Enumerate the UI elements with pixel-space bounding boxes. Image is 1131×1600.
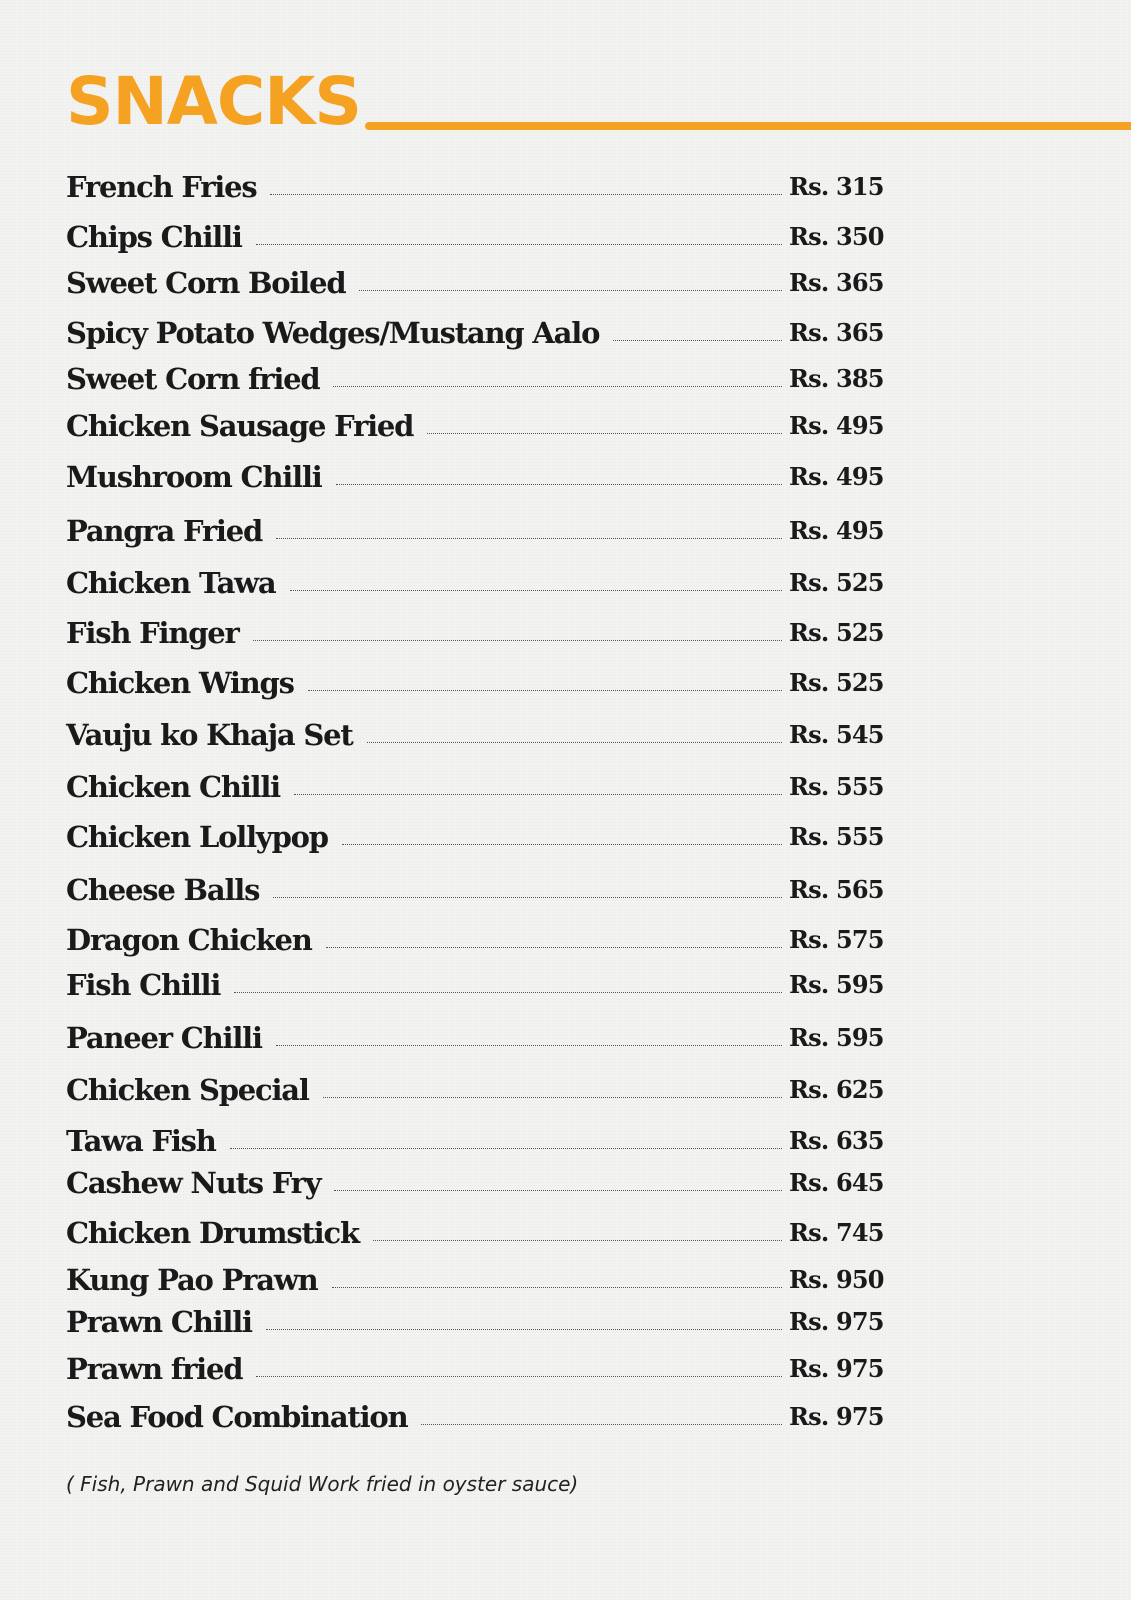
- menu-item: [66, 218, 898, 256]
- menu-item-price: Rs. 525: [789, 618, 884, 647]
- menu-item-name: Prawn fried: [66, 1352, 243, 1386]
- dot-leader: [359, 290, 782, 291]
- menu-item: [66, 1303, 898, 1341]
- menu-item: [66, 1164, 898, 1202]
- menu-item-price: Rs. 495: [789, 462, 884, 491]
- menu-item-price: Rs. 635: [789, 1126, 884, 1155]
- menu-item-name: Chicken Chilli: [66, 770, 280, 804]
- menu-item-name: Paneer Chilli: [66, 1021, 262, 1055]
- menu-item: [66, 264, 898, 302]
- menu-item-name: Sea Food Combination: [66, 1400, 408, 1434]
- menu-item-price: Rs. 645: [789, 1168, 884, 1197]
- dot-leader: [266, 1329, 782, 1330]
- menu-item-price: Rs. 350: [789, 222, 884, 251]
- menu-item-price: Rs. 315: [789, 172, 884, 201]
- dot-leader: [323, 1097, 782, 1098]
- menu-item: [66, 1350, 898, 1388]
- menu-item-price: Rs. 565: [789, 875, 884, 904]
- menu-item-name: Tawa Fish: [66, 1124, 216, 1158]
- menu-item-name: Chicken Drumstick: [66, 1216, 359, 1250]
- menu-item-name: Chips Chilli: [66, 220, 242, 254]
- menu-item: [66, 716, 898, 754]
- menu-item: [66, 1214, 898, 1252]
- menu-item-name: Kung Pao Prawn: [66, 1263, 318, 1297]
- dot-leader: [367, 742, 782, 743]
- menu-item: [66, 1019, 898, 1057]
- menu-item: [66, 966, 898, 1004]
- menu-item-name: Sweet Corn fried: [66, 362, 320, 396]
- menu-item: [66, 314, 898, 352]
- dot-leader: [270, 194, 782, 195]
- menu-item-price: Rs. 625: [789, 1075, 884, 1104]
- dot-leader: [334, 1190, 782, 1191]
- dot-leader: [342, 844, 782, 845]
- dot-leader: [273, 897, 782, 898]
- menu-item: [66, 1122, 898, 1160]
- dot-leader: [256, 244, 782, 245]
- menu-item-price: Rs. 745: [789, 1218, 884, 1247]
- menu-item-price: Rs. 555: [789, 772, 884, 801]
- menu-item: [66, 1071, 898, 1109]
- menu-item-name: Chicken Lollypop: [66, 820, 328, 854]
- menu-item-name: Prawn Chilli: [66, 1305, 252, 1339]
- menu-item: [66, 1261, 898, 1299]
- menu-item-price: Rs. 595: [789, 1023, 884, 1052]
- menu-item-name: Sweet Corn Boiled: [66, 266, 346, 300]
- menu-item-price: Rs. 495: [789, 411, 884, 440]
- menu-item-name: Spicy Potato Wedges/Mustang Aalo: [66, 316, 600, 350]
- dot-leader: [332, 1287, 782, 1288]
- menu-item: [66, 768, 898, 806]
- dot-leader: [294, 794, 782, 795]
- menu-item-price: Rs. 495: [789, 516, 884, 545]
- section-header: [66, 62, 1131, 142]
- dot-leader: [256, 1376, 782, 1377]
- menu-item-price: Rs. 975: [789, 1402, 884, 1431]
- section-title: SNACKS: [66, 63, 361, 140]
- menu-item-name: Chicken Wings: [66, 666, 294, 700]
- menu-item: [66, 1398, 898, 1436]
- menu-item-price: Rs. 365: [789, 318, 884, 347]
- menu-item-price: Rs. 525: [789, 668, 884, 697]
- menu-item-name: Dragon Chicken: [66, 923, 312, 957]
- menu-item: [66, 360, 898, 398]
- menu-item-price: Rs. 595: [789, 970, 884, 999]
- menu-item: [66, 458, 898, 496]
- menu-item: [66, 818, 898, 856]
- dot-leader: [613, 340, 782, 341]
- dot-leader: [373, 1240, 782, 1241]
- title-underline: [365, 122, 1131, 130]
- dot-leader: [421, 1424, 782, 1425]
- menu-item-name: French Fries: [66, 170, 257, 204]
- dot-leader: [276, 1045, 782, 1046]
- menu-item-price: Rs. 385: [789, 364, 884, 393]
- menu-item-name: Vauju ko Khaja Set: [66, 718, 353, 752]
- dot-leader: [290, 590, 782, 591]
- menu-item: [66, 871, 898, 909]
- menu-item-price: Rs. 545: [789, 720, 884, 749]
- dot-leader: [427, 433, 782, 434]
- menu-item-price: Rs. 975: [789, 1354, 884, 1383]
- menu-item: [66, 664, 898, 702]
- menu-item-price: Rs. 555: [789, 822, 884, 851]
- dot-leader: [336, 484, 782, 485]
- menu-item-name: Cheese Balls: [66, 873, 260, 907]
- dot-leader: [333, 386, 782, 387]
- menu-item-price: Rs. 575: [789, 925, 884, 954]
- menu-item-name: Chicken Tawa: [66, 566, 276, 600]
- menu-item-name: Mushroom Chilli: [66, 460, 322, 494]
- dot-leader: [276, 538, 782, 539]
- menu-item-price: Rs. 525: [789, 568, 884, 597]
- menu-item: [66, 564, 898, 602]
- menu-item: [66, 921, 898, 959]
- dot-leader: [234, 992, 782, 993]
- dot-leader: [230, 1148, 782, 1149]
- dot-leader: [253, 640, 782, 641]
- dot-leader: [326, 947, 782, 948]
- dot-leader: [308, 690, 782, 691]
- menu-item-name: Pangra Fried: [66, 514, 263, 548]
- menu-item-name: Fish Chilli: [66, 968, 221, 1002]
- menu-item: [66, 614, 898, 652]
- menu-item: [66, 512, 898, 550]
- menu-item-price: Rs. 950: [789, 1265, 884, 1294]
- item-note: ( Fish, Prawn and Squid Work fried in oyster sauce): [66, 1472, 579, 1496]
- menu-item-name: Cashew Nuts Fry: [66, 1166, 321, 1200]
- menu-item-name: Chicken Special: [66, 1073, 309, 1107]
- menu-item-name: Fish Finger: [66, 616, 239, 650]
- menu-item-name: Chicken Sausage Fried: [66, 409, 414, 443]
- menu-item-price: Rs. 975: [789, 1307, 884, 1336]
- menu-item: [66, 168, 898, 206]
- menu-item: [66, 407, 898, 445]
- menu-item-price: Rs. 365: [789, 268, 884, 297]
